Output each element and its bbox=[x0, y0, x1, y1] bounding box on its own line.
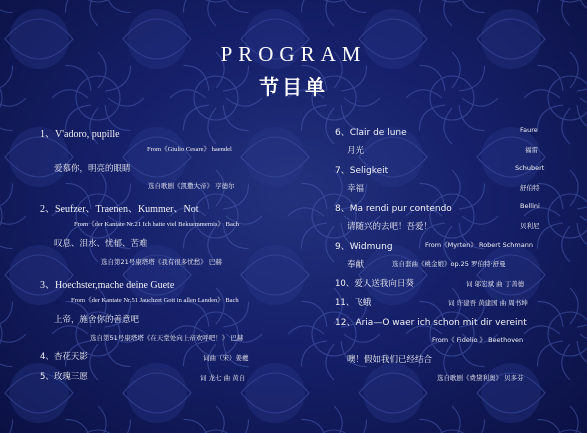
item-12-cn-title: 噢！假如我们已经结合 bbox=[347, 355, 433, 365]
item-1-cn-title: 爱慕你，明亮的眼睛 bbox=[54, 164, 131, 174]
item-2-title: 2、Seufzer、Traenen、Kummer、Not bbox=[40, 204, 199, 215]
item-5-title: 5、玫瑰三愿 bbox=[40, 372, 88, 382]
item-6-cn-composer: 福雷 bbox=[525, 146, 538, 154]
item-10-title: 10、爱人送我向日葵 bbox=[335, 279, 414, 289]
item-1-from: From《Giulio Cesare》 haendel bbox=[147, 146, 232, 153]
item-8-cn-composer: 贝利尼 bbox=[520, 222, 540, 230]
item-3-cn-title: 上帝，施舍你的善意吧 bbox=[54, 315, 140, 325]
program-title-cn: 节目单 bbox=[259, 75, 328, 99]
item-9-cn-composer: 选自套曲《桃金娘》op.25 罗伯特·舒曼 bbox=[392, 260, 506, 268]
item-8-cn-title: 请随兴的去吧！吾爱！ bbox=[347, 222, 433, 232]
item-8-title: 8、Ma rendi pur contendo bbox=[335, 204, 452, 214]
item-7-composer: Schubert bbox=[515, 164, 545, 172]
item-1-cn-from: 选自歌剧《凯撒大帝》 亨德尔 bbox=[148, 182, 235, 190]
item-3-title: 3、Hoechster,mache deine Guete bbox=[40, 280, 175, 291]
item-12-from: From《 Fidelio 》 Beethoven bbox=[432, 336, 524, 344]
item-9-title: 9、Widmung bbox=[335, 242, 393, 252]
item-7-title: 7、Seligkeit bbox=[335, 166, 389, 176]
item-7-cn-title: 幸福 bbox=[347, 184, 365, 194]
item-8-composer: Bellini bbox=[520, 202, 540, 210]
item-10-credit: 词 邬宏斌 曲 丁善德 bbox=[466, 280, 525, 288]
item-3-from: From《der Kantate Nr.51 Jauchzet Gott in allen Landen》 Bach bbox=[71, 297, 239, 304]
item-3-cn-from: 选自第51号康塔塔《在天堂处向上帝欢呼吧！》 巴赫 bbox=[90, 334, 244, 342]
item-5-credit: 词 龙七 曲 黄自 bbox=[200, 374, 246, 382]
program-title-en: PROGRAM bbox=[220, 42, 367, 66]
item-6-title: 6、Clair de lune bbox=[335, 128, 407, 138]
item-7-cn-composer: 舒伯特 bbox=[520, 184, 540, 192]
item-9-cn-title: 奉献 bbox=[347, 260, 365, 270]
item-1-title: 1、V'adoro, pupille bbox=[40, 129, 120, 140]
item-2-from: From《der Kantate Nr.21 Ich hatte viel Bekuemmernis》 Bach bbox=[74, 221, 239, 228]
item-4-credit: 词曲（宋）姜夔 bbox=[203, 354, 249, 362]
item-4-title: 4、杏花天影 bbox=[40, 352, 88, 362]
item-11-title: 11、飞蛾 bbox=[335, 298, 372, 308]
item-11-credit: 词 许建吾 黄建国 曲 周书坤 bbox=[448, 299, 528, 307]
item-12-cn-from: 选自歌剧《费黛利奥》 贝多芬 bbox=[437, 374, 524, 382]
item-6-cn-title: 月光 bbox=[347, 146, 365, 156]
item-9-composer: From《Myrten》 Robert Schmann bbox=[425, 241, 533, 249]
item-2-cn-title: 叹息、泪水、忧郁、苦难 bbox=[54, 239, 148, 249]
item-2-cn-from: 选自第21号康塔塔《我有很多忧愁》 巴赫 bbox=[101, 258, 222, 266]
item-12-title: 12、Aria—O waer ich schon mit dir vereint bbox=[335, 318, 527, 328]
item-6-composer: Faure bbox=[520, 126, 538, 134]
